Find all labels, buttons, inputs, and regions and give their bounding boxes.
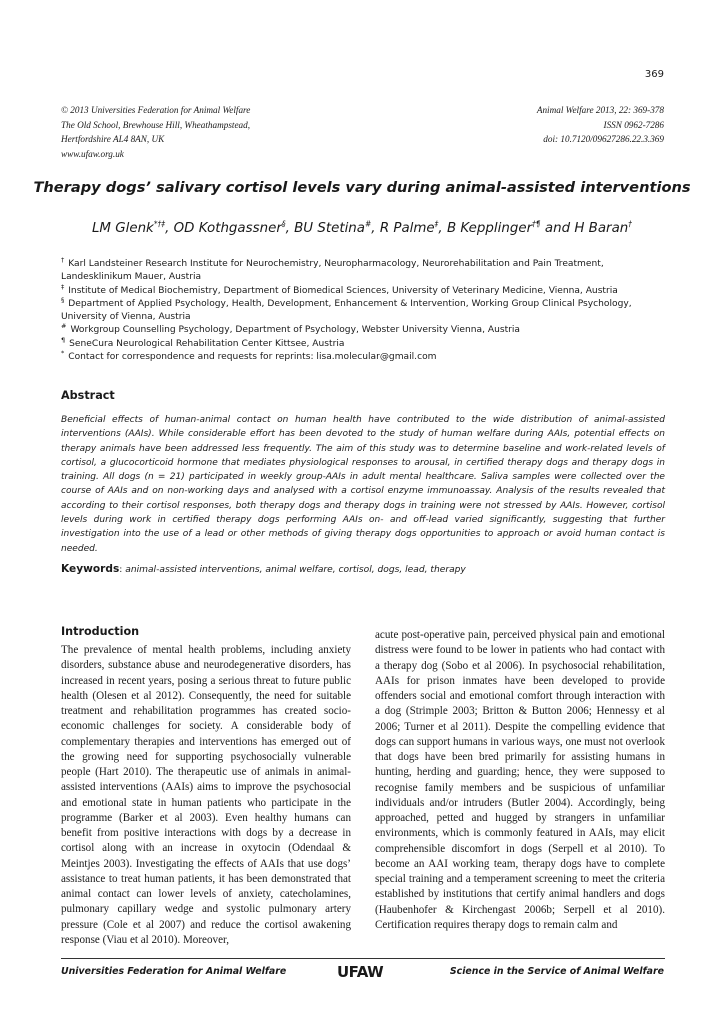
- footer-tagline: Science in the Service of Animal Welfare: [449, 966, 664, 977]
- affiliation-text: Karl Landsteiner Research Institute for Neurochemistry, Neuropharmacology, Neurorehabilitation and Pain Treatment,: [68, 259, 604, 269]
- body-text-column-right: acute post-operative pain, perceived physical pain and emotional distress were found to be lower in patients who had contact with a therapy dog (Sobo et al 2006). In psychosocial rehabilitation, AAIs for prison inmates have been developed to provide offenders social and emotional comfort through interaction with a dog (Strimple 2003; Britton & Button 2006; Hennessy et al 2006; Turner et al 2011). Despite the compelling evidence that dogs can support humans in various ways, one must not overlook that dogs have been bred primarily for assisting humans in hunting, herding and guarding; hence, they were supposed to recognise family members and be suspicious of unfamiliar individuals and/or intruders (Butler 2004). Accordingly, being approached, petted and hugged by strangers in unfamiliar environments, which is commonly featured in AAIs, may elicit comprehensible discomfort in dogs (Serpell et al 2010). To become an AAI working team, therapy dogs have to complete special training and a temperament screening to meet the criteria established by institutions that certify animal handlers and dogs (Haubenhofer & Kirchengast 2006b; Serpell et al 2010). Certification requires therapy dogs to remain calm and: [375, 629, 665, 931]
- author-name: BU Stetina: [294, 221, 365, 236]
- abstract-heading: Abstract: [61, 389, 115, 402]
- body-text-column-left: The prevalence of mental health problems, including anxiety disorders, substance abuse and neurodegenerative disorders, has increased in recent years, posing a serious threat to future public health (Olesen et al 2012). Consequently, the need for suitable treatment and rehabilitation programmes has created socio-economic challenges for society. A considerable body of complementary therapies and interventions has emerged out of the growing need for supporting psychosocially vulnerable people (Hart 2010). The therapeutic use of animals in animal-assisted interventions (AAIs) aims to improve the psychosocial and emotional state in human patients who participate in the programme (Barker et al 2003). Even healthy humans can benefit from positive interactions with dogs by a decrease in cortisol along with an increase in oxytocin (Odendaal & Meintjes 2003). Investigating the effects of AAIs that use dogs’ assistance to treat human patients, it has been demonstrated that animal contact can lower levels of anxiety, catecholamines, pulmonary capillary wedge and systolic pulmonary artery pressure (Cole et al 2007) and reduce the cortisol awakening response (Viau et al 2010). Moreover,: [61, 644, 351, 946]
- footer-divider: [61, 958, 665, 959]
- author-separator: ,: [438, 221, 447, 236]
- author-separator: ,: [165, 221, 174, 236]
- affiliation-text: Landesklinikum Mauer, Austria: [61, 272, 202, 283]
- journal-publisher-info: [61, 103, 250, 161]
- contact-line: [61, 351, 666, 364]
- affiliation-text: Workgroup Counselling Psychology, Department of Psychology, Webster University Vienna, Austria: [70, 325, 520, 336]
- affiliation-text: Department of Applied Psychology, Health, Development, Enhancement & Intervention, Working Group Clinical Psychology,: [68, 298, 632, 309]
- journal-citation-info: [537, 103, 664, 147]
- affiliation-item: [61, 295, 666, 311]
- affiliation-item: [61, 311, 666, 324]
- affiliation-mark: §: [61, 295, 65, 304]
- affiliations-list: [61, 255, 666, 364]
- affiliation-text: Institute of Medical Biochemistry, Department of Biomedical Sciences, University of Veterinary Medicine, Vienna, Austria: [68, 285, 618, 296]
- author-name: LM Glenk: [91, 221, 154, 236]
- publisher-address-line: Hertfordshire AL4 8AN, UK: [61, 134, 165, 144]
- author-separator: and: [540, 221, 575, 236]
- author-name: R Palme: [379, 221, 435, 236]
- affiliation-item: [61, 271, 666, 284]
- keywords-label: Keywords: [61, 563, 120, 575]
- affiliation-mark: *: [61, 349, 65, 358]
- introduction-heading: Introduction: [61, 625, 140, 638]
- journal-citation: Animal Welfare 2013, 22: 369-378: [536, 105, 664, 115]
- author-list: [0, 221, 724, 236]
- affiliation-item: [61, 282, 666, 298]
- author-affiliation-marks: ‡: [434, 219, 439, 229]
- publisher-website: www.ufaw.org.uk: [61, 148, 124, 159]
- keywords-line: [61, 563, 665, 575]
- contact-text: Contact for correspondence and requests for reprints: lisa.molecular@gmail.com: [68, 352, 437, 363]
- keywords-colon: :: [119, 565, 126, 575]
- keywords-text: animal-assisted interventions, animal welfare, cortisol, dogs, lead, therapy: [125, 565, 466, 575]
- author-affiliation-marks: *†‡: [153, 219, 166, 229]
- abstract-text: Beneficial effects of human-animal contact on human health have contributed to the wide distribution of animal-assisted interventions (AAIs). While considerable effort has been devoted to the study of human welfare during AAIs, potential effects on therapy animals have been addressed less frequently. The aim of this study was to determine baseline and work-related levels of cortisol, a glucocorticoid hormone that mediates physiological responses to arousal, in certified therapy dogs and therapy dogs in training. All dogs (n = 21) participated in weekly group-AAIs in adult mental healthcare. Saliva samples were collected over the course of AAIs and on non-working days and analysed with a cortisol enzyme immunoassay. Analysis of the results revealed that according to their cortisol responses, both therapy dogs and therapy dogs in training were not stressed by AAIs. However, cortisol levels during work in certified therapy dogs performing AAIs on- and off-lead varied significantly, suggesting that further investigation into the use of a lead or other methods of giving therapy dogs opportunities to approach or avoid human contact is needed.: [61, 415, 665, 554]
- author-name: B Kepplinger: [446, 221, 533, 236]
- copyright-line: © 2013 Universities Federation for Animal Welfare: [61, 105, 251, 115]
- author-affiliation-marks: †¶: [532, 219, 541, 229]
- page-number: 369: [644, 69, 664, 80]
- affiliation-text: University of Vienna, Austria: [61, 312, 191, 323]
- journal-doi: doi: 10.7120/09627286.22.3.369: [543, 134, 664, 144]
- author-affiliation-marks: #: [365, 219, 372, 229]
- affiliation-item: [61, 324, 666, 337]
- author-name: OD Kothgassner: [173, 221, 282, 236]
- author-separator: ,: [371, 221, 380, 236]
- journal-issn: ISSN 0962-7286: [603, 119, 664, 130]
- affiliation-mark: ‡: [61, 282, 65, 291]
- footer-publisher: Universities Federation for Animal Welfare: [61, 966, 287, 977]
- affiliation-text: SeneCura Neurological Rehabilitation Center Kittsee, Austria: [69, 338, 345, 349]
- affiliation-item: [61, 255, 666, 271]
- author-affiliation-marks: §: [281, 219, 286, 229]
- affiliation-mark: #: [61, 322, 67, 331]
- author-separator: ,: [285, 221, 295, 236]
- publisher-address-line: The Old School, Brewhouse Hill, Wheathampstead,: [61, 119, 251, 130]
- affiliation-mark: ¶: [61, 335, 66, 344]
- author-affiliation-marks: †: [628, 219, 633, 229]
- ufaw-logo: UFAW: [337, 963, 384, 981]
- affiliation-item: [61, 335, 666, 351]
- author-name: H Baran: [574, 221, 629, 236]
- affiliation-mark: †: [61, 255, 65, 264]
- paper-title: Therapy dogs’ salivary cortisol levels vary during animal-assisted interventions: [33, 179, 691, 196]
